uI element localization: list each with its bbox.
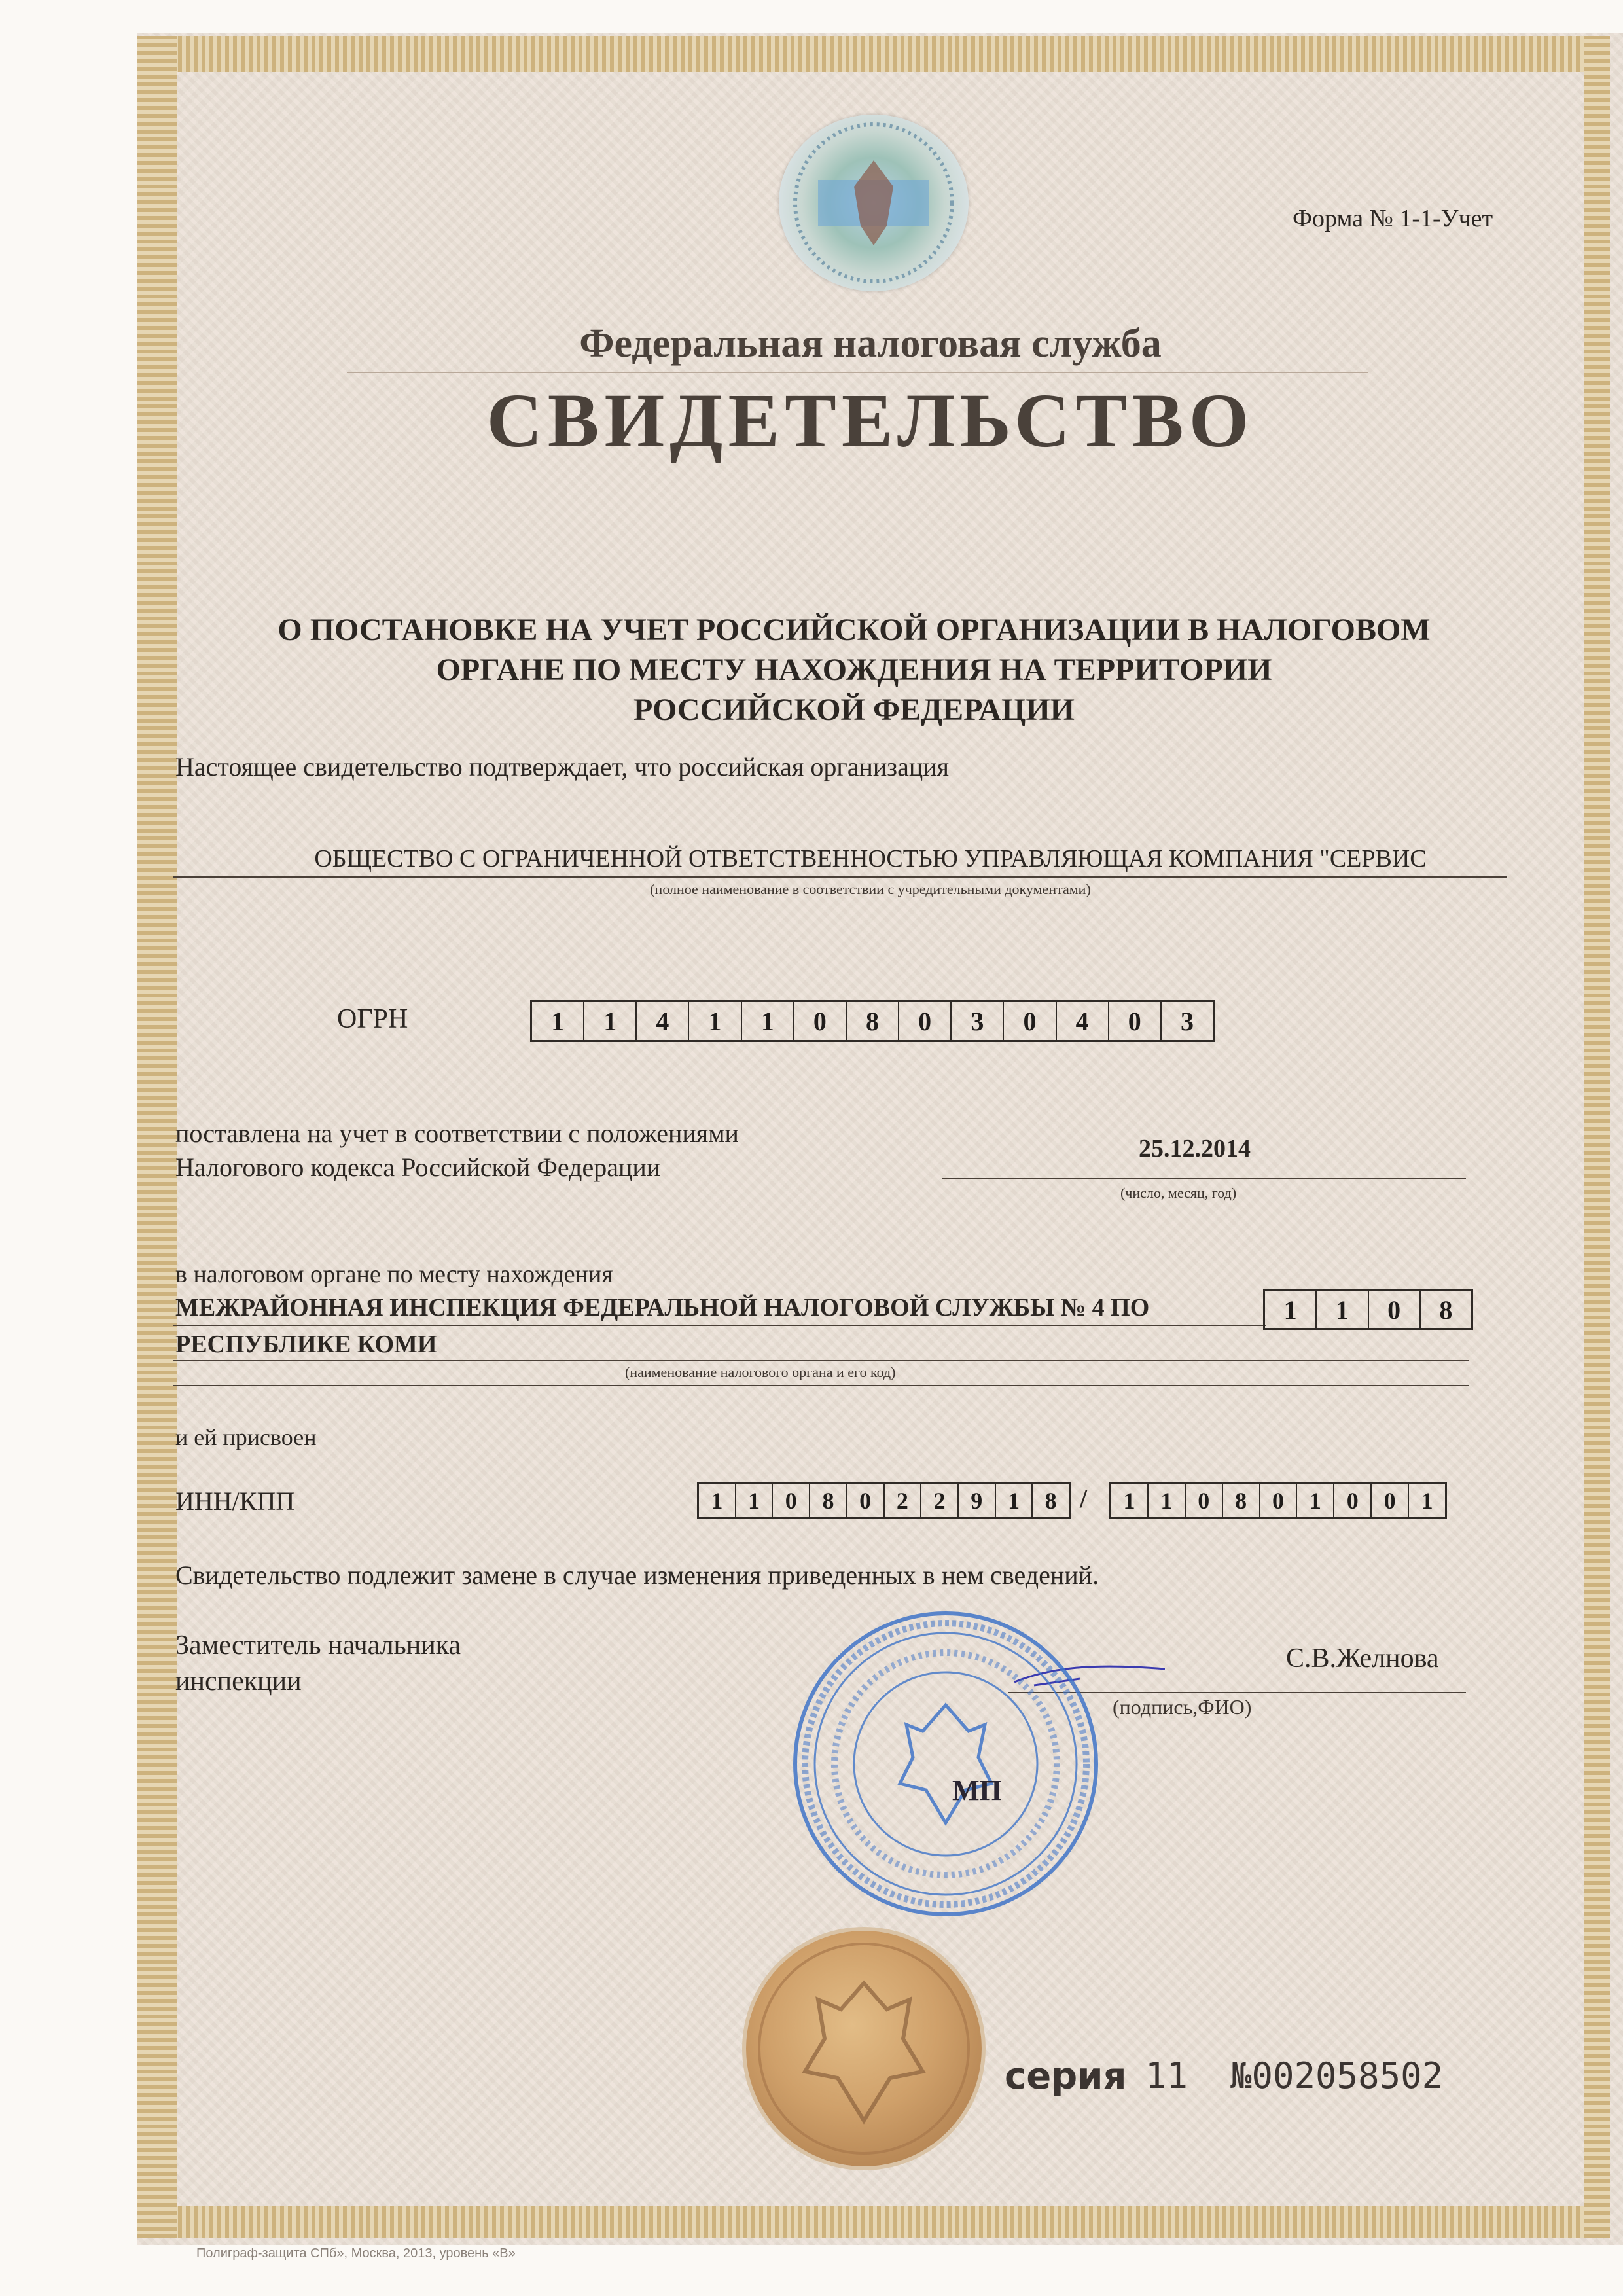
series-number: №002058502 bbox=[1230, 2055, 1444, 2096]
inn-digit-boxes bbox=[697, 1482, 1071, 1519]
series-label: серия bbox=[1005, 2055, 1127, 2098]
digit-cell: 0 bbox=[1372, 1484, 1409, 1517]
digit-cell: 8 bbox=[1223, 1484, 1260, 1517]
tax-authority-name-line-1: МЕЖРАЙОННАЯ ИНСПЕКЦИЯ ФЕДЕРАЛЬНОЙ НАЛОГОВОЙ СЛУЖБЫ № 4 ПО bbox=[175, 1294, 1150, 1321]
signature-hint: (подпись,ФИО) bbox=[1113, 1695, 1252, 1719]
agency-underline bbox=[347, 372, 1368, 373]
signatory-name: С.В.Желнова bbox=[1286, 1643, 1439, 1674]
digit-cell: 1 bbox=[1149, 1484, 1186, 1517]
digit-cell: 8 bbox=[810, 1484, 847, 1517]
digit-cell: 4 bbox=[1057, 1002, 1109, 1040]
tax-authority-line-2-underline bbox=[173, 1360, 1469, 1361]
ogrn-label: ОГРН bbox=[337, 1004, 408, 1034]
digit-cell: 2 bbox=[921, 1484, 959, 1517]
inn-kpp-label: ИНН/КПП bbox=[175, 1486, 295, 1516]
registration-date-hint: (число, месяц, год) bbox=[1120, 1185, 1237, 1201]
digit-cell: 1 bbox=[584, 1002, 637, 1040]
digit-cell: 0 bbox=[1369, 1291, 1421, 1328]
digit-cell: 1 bbox=[736, 1484, 774, 1517]
registration-date: 25.12.2014 bbox=[1139, 1135, 1251, 1162]
subtitle-line-1: О ПОСТАНОВКЕ НА УЧЕТ РОССИЙСКОЙ ОРГАНИЗАЦИИ В НАЛОГОВОМ bbox=[277, 613, 1431, 647]
digit-cell: 0 bbox=[794, 1002, 847, 1040]
ogrn-digit-boxes bbox=[530, 1000, 1215, 1042]
series-value: 11 bbox=[1145, 2055, 1188, 2096]
signatory-position-line-2: инспекции bbox=[175, 1666, 302, 1696]
digit-cell: 2 bbox=[885, 1484, 922, 1517]
tax-authority-hint: (наименование налогового органа и его код) bbox=[625, 1364, 896, 1380]
replacement-notice: Свидетельство подлежит замене в случае изменения приведенных в нем сведений. bbox=[175, 1560, 1099, 1590]
inn-kpp-separator: / bbox=[1080, 1484, 1088, 1513]
tax-authority-code-boxes bbox=[1263, 1289, 1473, 1330]
organization-name-underline bbox=[173, 876, 1507, 878]
digit-cell: 1 bbox=[996, 1484, 1033, 1517]
digit-cell: 1 bbox=[699, 1484, 736, 1517]
organization-name: ОБЩЕСТВО С ОГРАНИЧЕННОЙ ОТВЕТСТВЕННОСТЬЮ УПРАВЛЯЮЩАЯ КОМПАНИЯ "СЕРВИС bbox=[314, 845, 1427, 872]
digit-cell: 1 bbox=[742, 1002, 794, 1040]
stamp-place-label: МП bbox=[952, 1774, 1002, 1806]
registration-date-underline bbox=[942, 1178, 1466, 1179]
digit-cell: 0 bbox=[1109, 1002, 1162, 1040]
tax-authority-name-line-2: РЕСПУБЛИКЕ КОМИ bbox=[175, 1331, 437, 1358]
tax-authority-line-1-underline bbox=[173, 1325, 1266, 1326]
digit-cell: 8 bbox=[1439, 1295, 1453, 1325]
assigned-label: и ей присвоен bbox=[175, 1424, 317, 1450]
digit-cell: 8 bbox=[847, 1002, 899, 1040]
digit-cell: 4 bbox=[637, 1002, 689, 1040]
signatory-position-line-1: Заместитель начальника bbox=[175, 1630, 461, 1660]
digit-cell: 1 bbox=[1265, 1291, 1317, 1328]
registration-line-1: поставлена на учет в соответствии с положениями bbox=[175, 1119, 739, 1148]
digit-cell: 0 bbox=[1186, 1484, 1223, 1517]
tax-authority-hint-underline bbox=[173, 1385, 1469, 1386]
kpp-digit-boxes bbox=[1109, 1482, 1447, 1519]
tax-authority-intro: в налоговом органе по месту нахождения bbox=[175, 1261, 613, 1288]
digit-cell: 0 bbox=[773, 1484, 810, 1517]
digit-cell: 1 bbox=[1111, 1484, 1149, 1517]
digit-cell: 1 bbox=[1297, 1484, 1334, 1517]
digit-cell: 1 bbox=[1317, 1291, 1368, 1328]
printer-footer: Полиграф-защита СПб», Москва, 2013, уровень «В» bbox=[196, 2246, 516, 2261]
digit-cell: 0 bbox=[1004, 1002, 1056, 1040]
document-title: СВИДЕТЕЛЬСТВО bbox=[486, 378, 1255, 463]
digit-cell: 0 bbox=[899, 1002, 952, 1040]
subtitle-line-3: РОССИЙСКОЙ ФЕДЕРАЦИИ bbox=[633, 692, 1075, 727]
digit-cell: 1 bbox=[1421, 1488, 1433, 1514]
digit-cell: 0 bbox=[847, 1484, 885, 1517]
digit-cell: 8 bbox=[1044, 1488, 1057, 1514]
organization-intro: Настоящее свидетельство подтверждает, что российская организация bbox=[175, 752, 950, 781]
digit-cell: 3 bbox=[1180, 1006, 1194, 1036]
subtitle-line-2: ОРГАНЕ ПО МЕСТУ НАХОЖДЕНИЯ НА ТЕРРИТОРИИ bbox=[436, 653, 1272, 687]
bottom-border bbox=[170, 2206, 1603, 2238]
digit-cell: 3 bbox=[952, 1002, 1004, 1040]
digit-cell: 0 bbox=[1334, 1484, 1372, 1517]
agency-name: Федеральная налоговая служба bbox=[579, 321, 1162, 366]
gold-seal-emblem bbox=[746, 1931, 982, 2166]
digit-cell: 1 bbox=[532, 1002, 584, 1040]
digit-cell: 9 bbox=[959, 1484, 996, 1517]
official-stamp bbox=[789, 1607, 1103, 1921]
form-number: Форма № 1-1-Учет bbox=[1293, 205, 1493, 232]
digit-cell: 1 bbox=[689, 1002, 741, 1040]
top-border bbox=[170, 36, 1603, 72]
digit-cell: 0 bbox=[1260, 1484, 1298, 1517]
registration-line-2: Налогового кодекса Российской Федерации bbox=[175, 1153, 661, 1182]
organization-name-hint: (полное наименование в соответствии с учредительными документами) bbox=[650, 881, 1091, 897]
hologram-emblem bbox=[779, 115, 969, 291]
